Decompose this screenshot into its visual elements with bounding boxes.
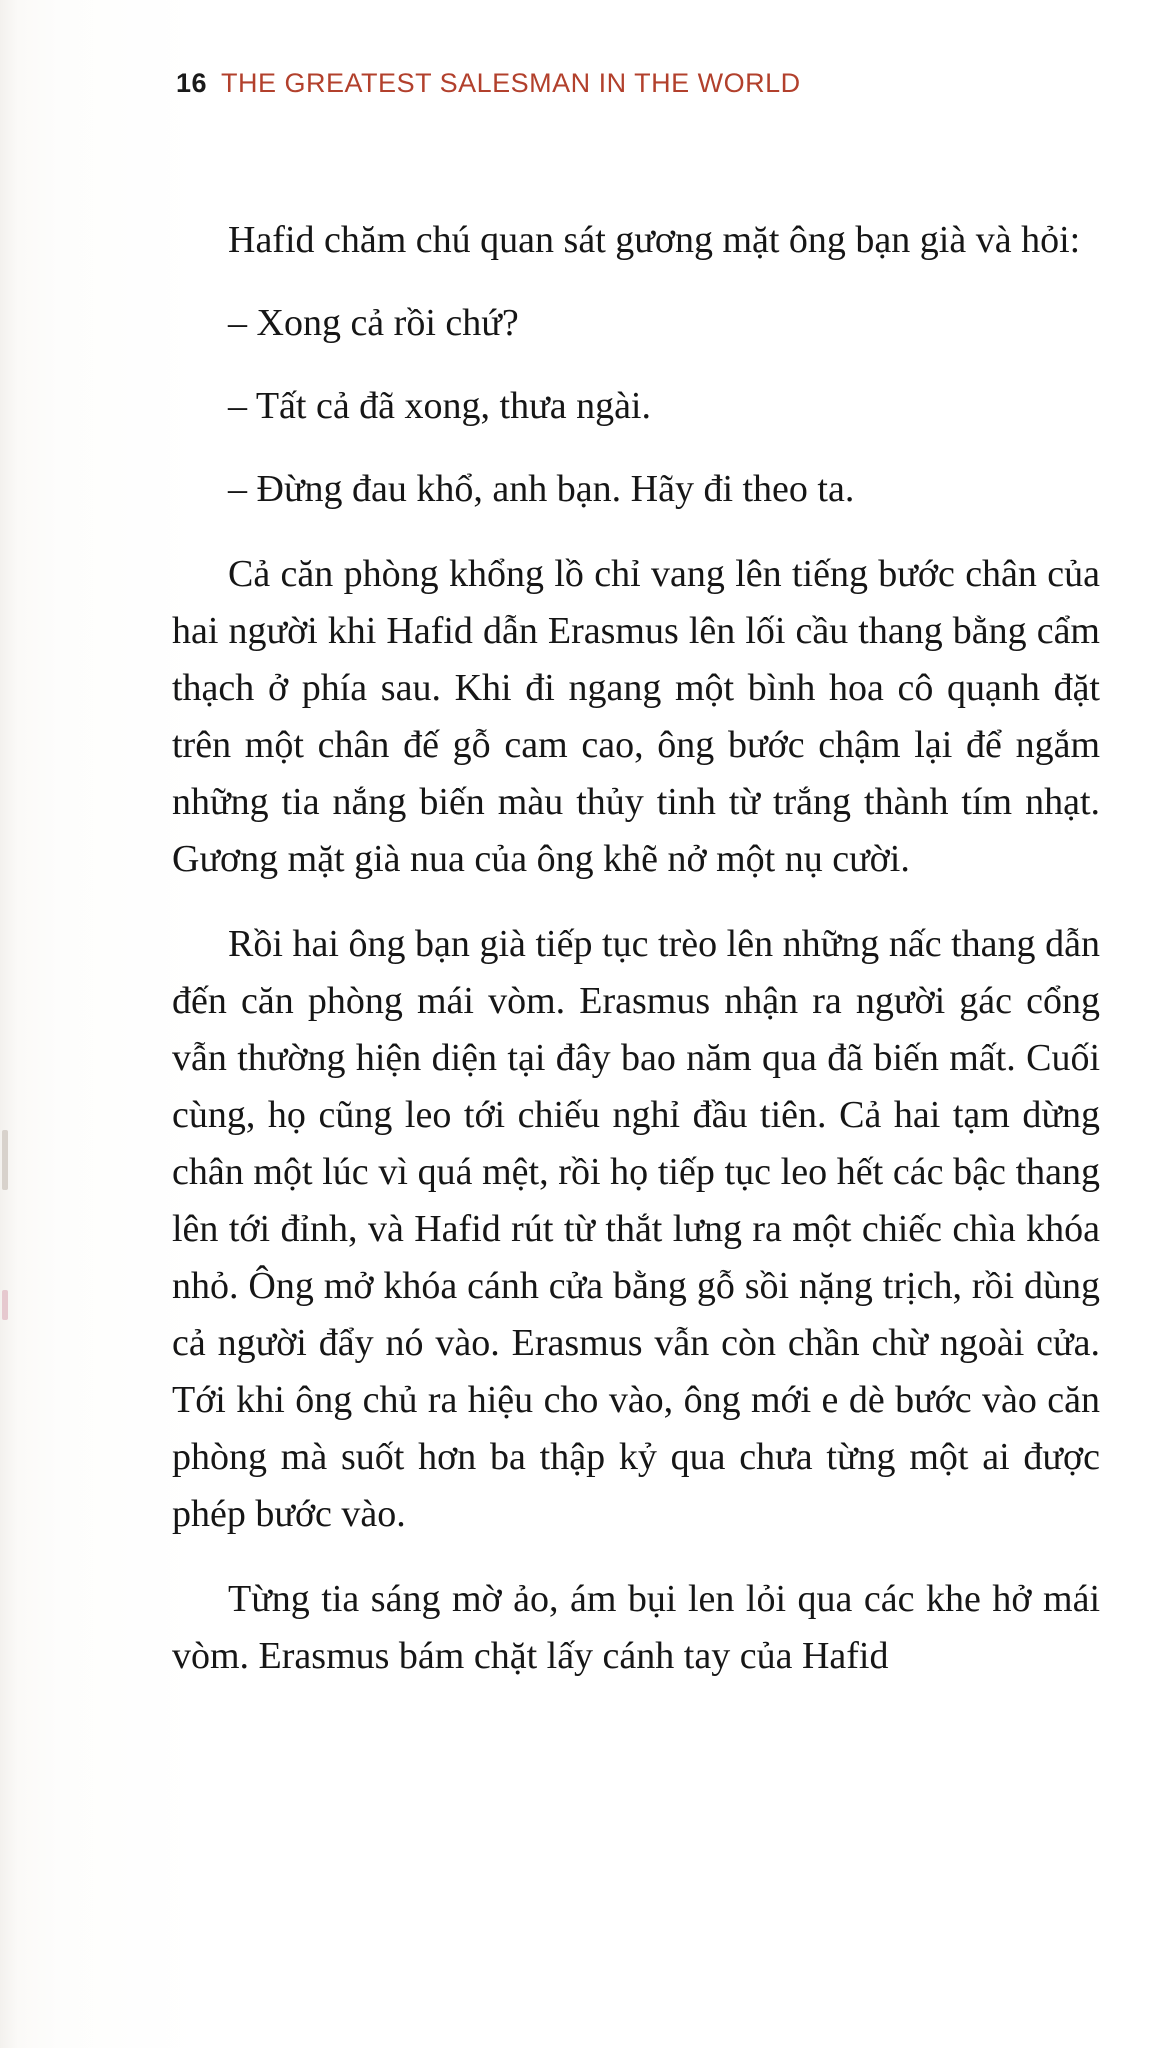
paragraph: Rồi hai ông bạn già tiếp tục trèo lên những nấc thang dẫn đến căn phòng mái vòm. Erasmus nhận ra người gác cổng vẫn thường hiện diện tại đây bao năm qua đã biến mất. Cuối cùng, họ cũng leo tới chiếu nghỉ đầu tiên. Cả hai tạm dừng chân một lúc vì quá mệt, rồi họ tiếp tục leo hết các bậc thang lên tới đỉnh, và Hafid rút từ thắt lưng ra một chiếc chìa khóa nhỏ. Ông mở khóa cánh cửa bằng gỗ sồi nặng trịch, rồi dùng cả người đẩy nó vào. Erasmus vẫn còn chần chừ ngoài cửa. Tới khi ông chủ ra hiệu cho vào, ông mới e dè bước vào căn phòng mà suốt hơn ba thập kỷ qua chưa từng một ai được phép bước vào.	[172, 923, 1100, 1535]
paragraph: Cả căn phòng khổng lồ chỉ vang lên tiếng bước chân của hai người khi Hafid dẫn Erasmus lên lối cầu thang bằng cẩm thạch ở phía sau. Khi đi ngang một bình hoa cô quạnh đặt trên một chân đế gỗ cam cao, ông bước chậm lại để ngắm những tia nắng biến màu thủy tinh từ trắng thành tím nhạt. Gương mặt già nua của ông khẽ nở một nụ cười.	[172, 553, 1100, 880]
running-title: THE GREATEST SALESMAN IN THE WORLD	[221, 68, 801, 98]
dialogue-line: – Xong cả rồi chứ?	[228, 302, 519, 344]
page-edge-mark	[2, 1130, 8, 1190]
body-text	[172, 212, 1100, 1685]
running-header	[176, 68, 801, 99]
page-number: 16	[176, 68, 208, 98]
paragraph: Từng tia sáng mờ ảo, ám bụi len lỏi qua các khe hở mái vòm. Erasmus bám chặt lấy cánh tay của Hafid	[172, 1578, 1100, 1677]
dialogue-line: – Đừng đau khổ, anh bạn. Hãy đi theo ta.	[228, 468, 855, 510]
dialogue-line: – Tất cả đã xong, thưa ngài.	[228, 385, 651, 427]
paragraph: Hafid chăm chú quan sát gương mặt ông bạn già và hỏi:	[228, 219, 1081, 261]
page-edge-mark	[2, 1290, 8, 1320]
